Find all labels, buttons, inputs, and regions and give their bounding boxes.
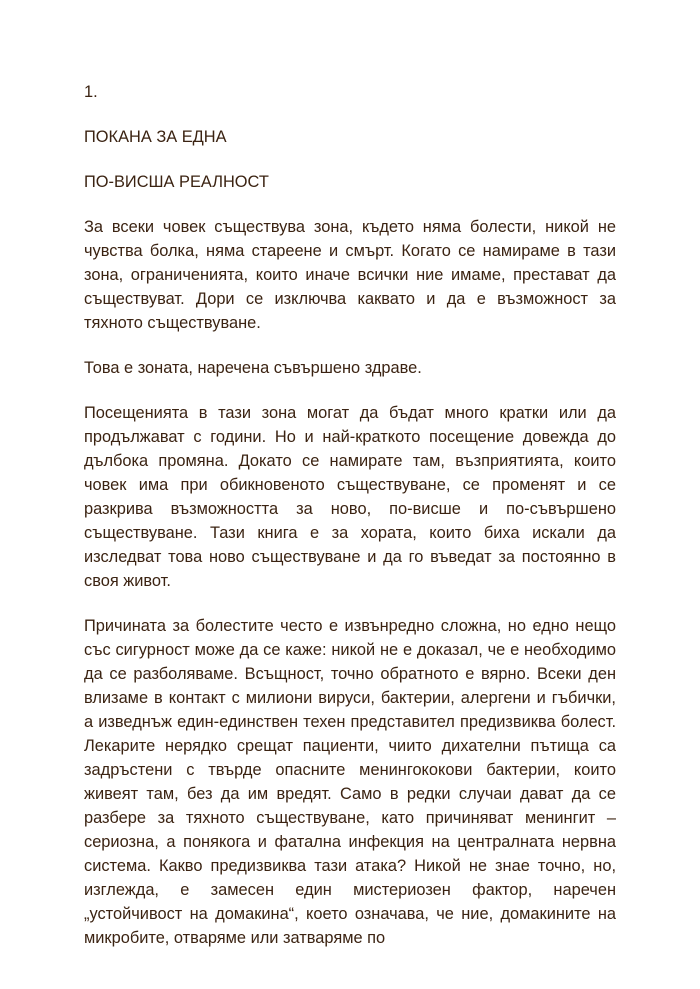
- document-page: [84, 80, 616, 971]
- chapter-number: 1.: [84, 83, 98, 101]
- paragraph-4: Причината за болестите често е извънредно сложна, но едно нещо със сигурност може да се каже: никой не е доказал, че е необходимо да се разболяваме. Всъщност, точно обратното е вярно. Всеки ден влизаме в контакт с милиони вируси, бактерии, алергени и гъбички, а изведнъж един-единствен техен представител предизвиква болест. Лекарите нерядко срещат пациенти, чиито дихателни пътища са задръстени с твърде опасните менингококови бактерии, които живеят там, без да им вредят. Само в редки случаи дават да се разбере за тяхното съществуване, като причиняват менингит – сериозна, а понякога и фатална инфекция на централната нервна система. Какво предизвиква тази атака? Никой не знае точно, но, изглежда, е замесен един мистериозен фактор, наречен „устойчивост на домакина“, което означава, че ние, домакините на микробите, отваряме или затваряме по: [84, 617, 616, 947]
- paragraph-3: Посещенията в тази зона могат да бъдат много кратки или да продължават с години. Но и най-краткото посещение довежда до дълбока промяна. Докато се намирате там, възприятията, които човек има при обикновеното съществуване, се променят и се разкрива възможността за ново, по-висше и по-съвършено съществуване. Тази книга е за хората, които биха искали да изследват това ново съществуване и да го въведат за постоянно в своя живот.: [84, 404, 616, 590]
- chapter-title-line-1: ПОКАНА ЗА ЕДНА: [84, 128, 227, 146]
- paragraph-1: За всеки човек съществува зона, където няма болести, никой не чувства болка, няма стареене и смърт. Когато се намираме в тази зона, ограниченията, които иначе всички ние имаме, престават да съществуват. Дори се изключва каквато и да е възможност за тяхното съществуване.: [84, 218, 616, 332]
- chapter-title-line-2: ПО-ВИСША РЕАЛНОСТ: [84, 173, 269, 191]
- paragraph-2: Това е зоната, наречена съвършено здраве.: [84, 359, 422, 377]
